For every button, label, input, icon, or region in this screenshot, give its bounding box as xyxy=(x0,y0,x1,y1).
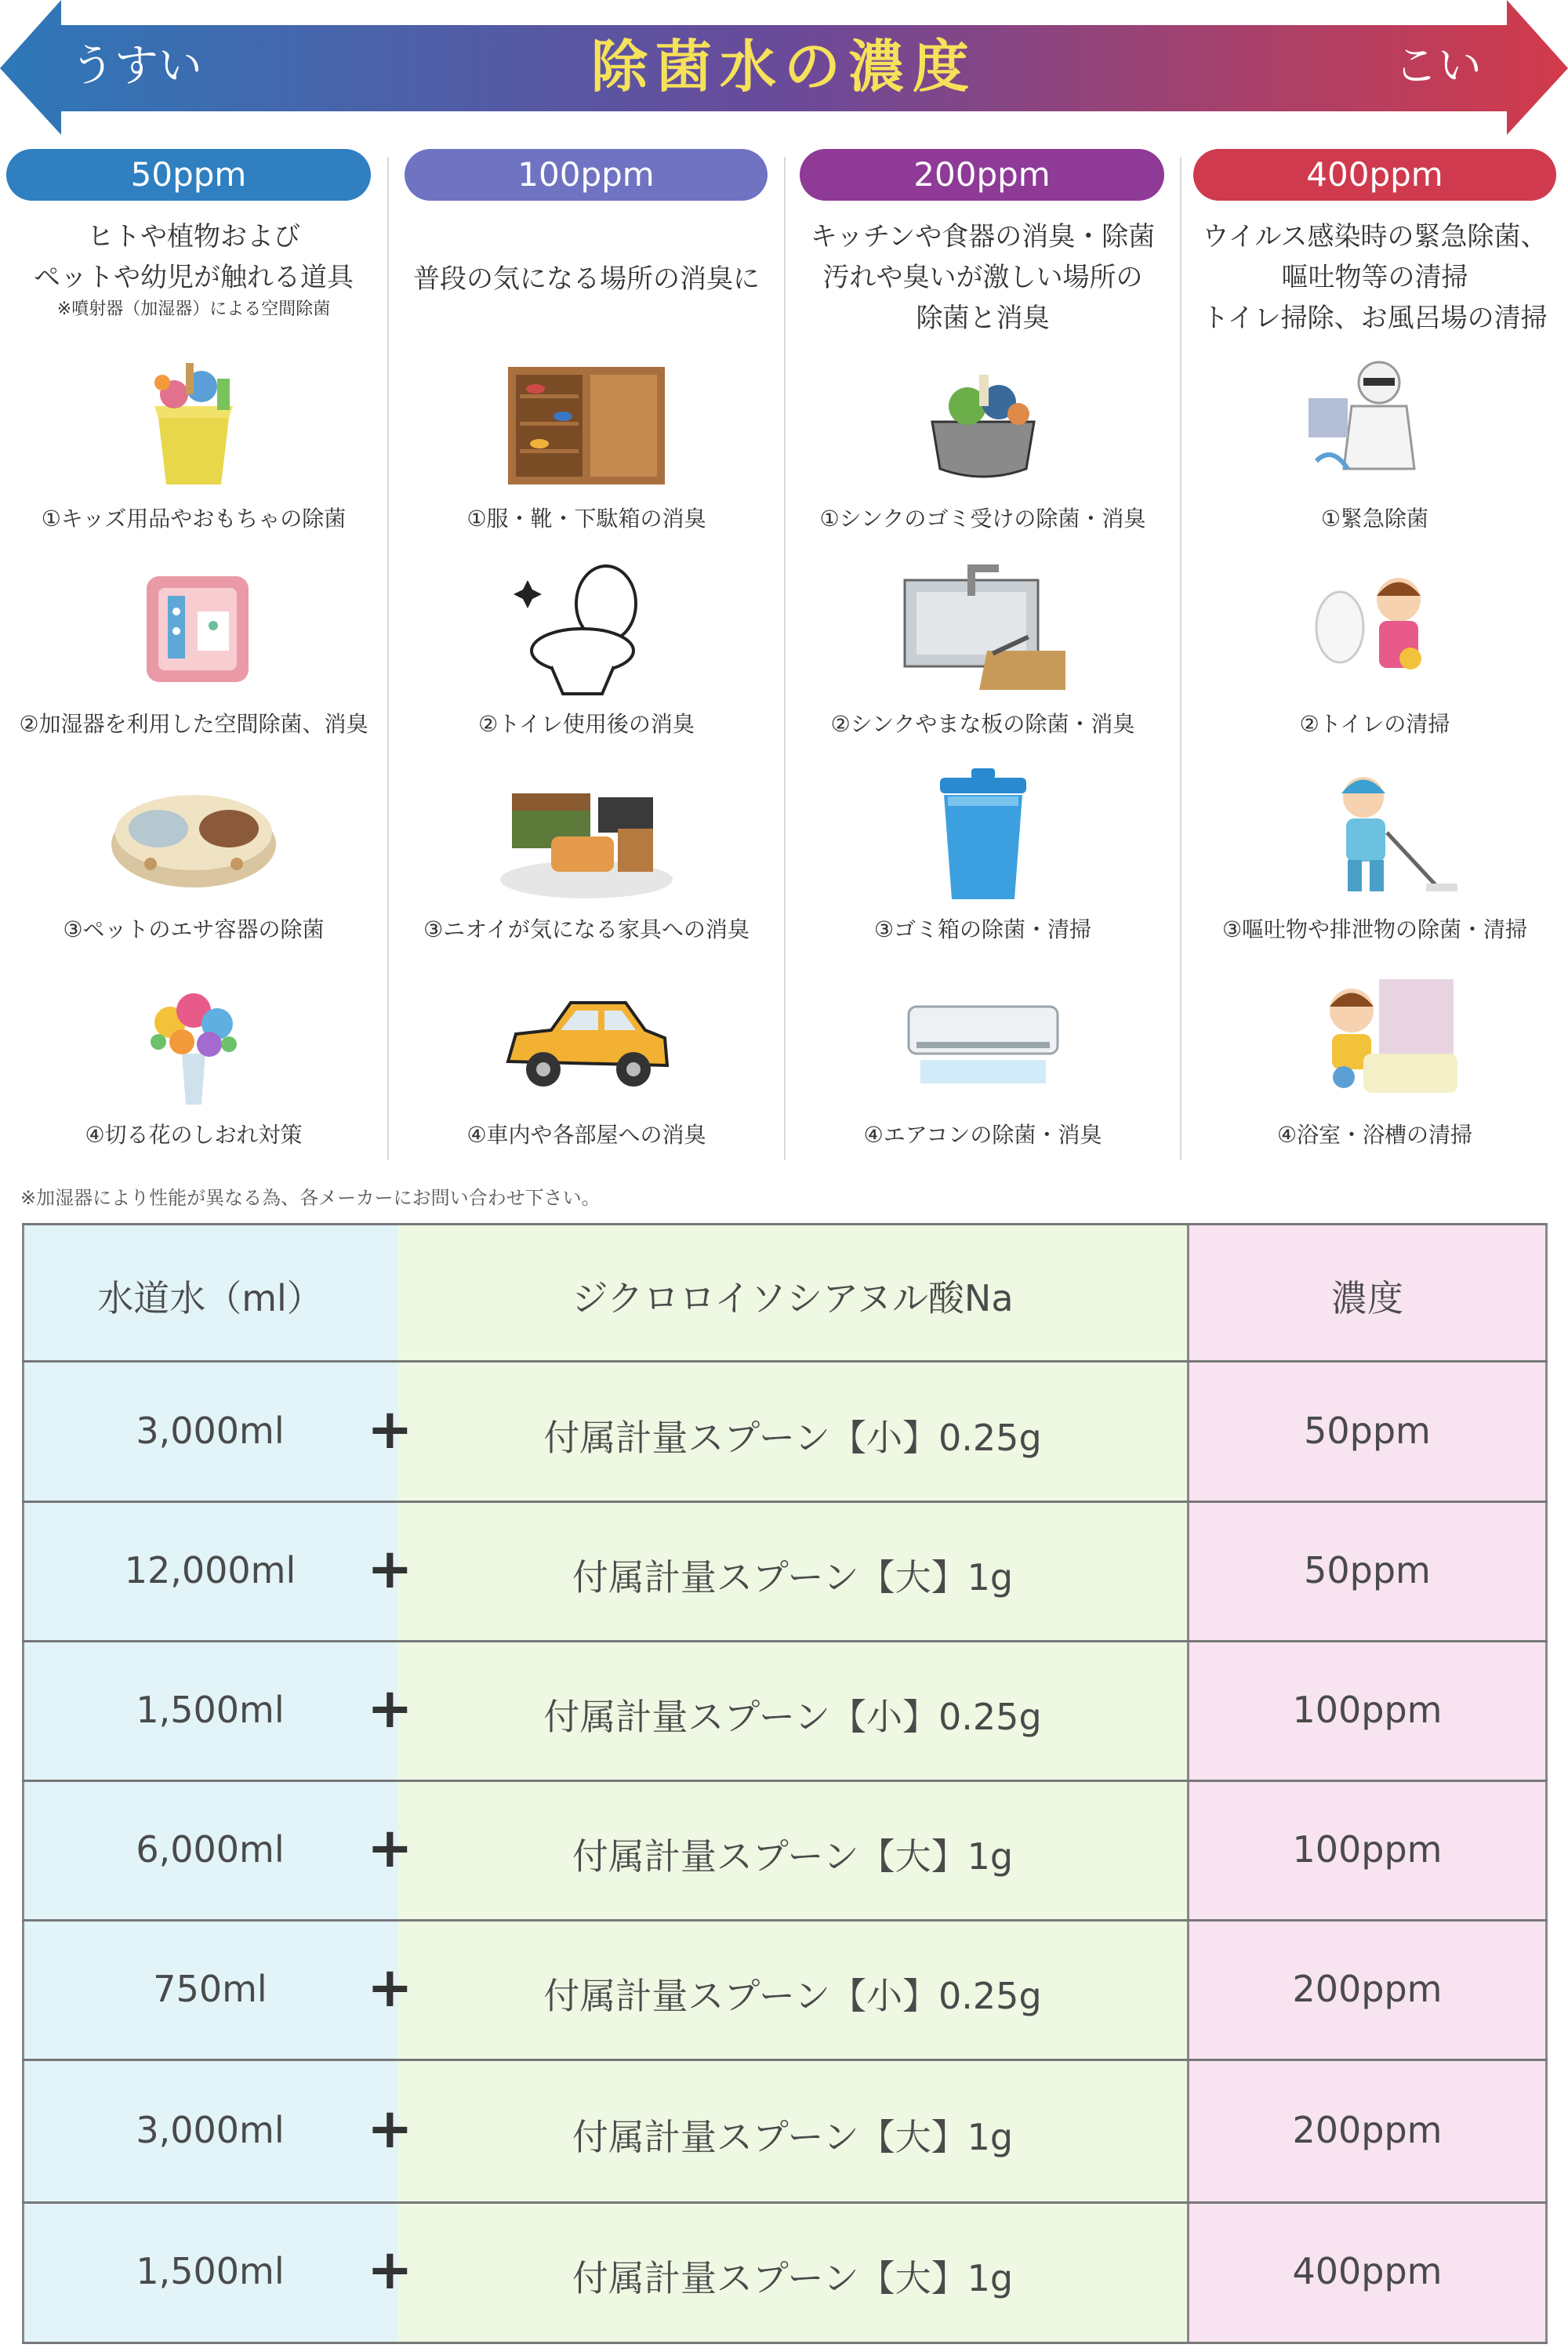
air-conditioner-icon xyxy=(893,967,1073,1109)
furniture-icon xyxy=(496,762,677,903)
toy-box-icon xyxy=(103,351,284,492)
protective-suit-icon xyxy=(1285,351,1465,492)
trash-can-icon xyxy=(893,762,1073,903)
humidifier-icon xyxy=(103,557,284,698)
use-item xyxy=(389,557,784,745)
description-note: ※噴射器（加湿器）による空間除菌 xyxy=(56,299,331,319)
ppm-badge: 50ppm xyxy=(6,149,371,201)
use-item xyxy=(0,762,387,950)
item-caption: ②加湿器を利用した空間除菌、消臭 xyxy=(19,711,368,737)
cell-water: 3,000ml xyxy=(136,1410,285,1452)
item-caption: ②トイレの清掃 xyxy=(1299,711,1450,737)
concentration-column-bg xyxy=(1187,1223,1548,2344)
use-item xyxy=(389,967,784,1156)
row-separator xyxy=(22,2201,1548,2204)
cell-concentration: 200ppm xyxy=(1292,2109,1443,2151)
column-100ppm xyxy=(389,141,784,1168)
use-item xyxy=(786,557,1180,745)
description-line: 嘔吐物等の清掃 xyxy=(1281,262,1468,293)
use-item xyxy=(0,351,387,539)
cell-water: 1,500ml xyxy=(136,2250,285,2292)
item-caption: ③ペットのエサ容器の除菌 xyxy=(63,916,325,942)
column-description xyxy=(786,216,1180,339)
cell-concentration: 400ppm xyxy=(1292,2250,1443,2292)
use-item xyxy=(1181,557,1568,745)
description-line: トイレ掃除、お風呂場の清掃 xyxy=(1202,303,1548,334)
flower-bouquet-icon xyxy=(103,967,284,1109)
item-caption: ④切る花のしおれ対策 xyxy=(85,1122,303,1148)
cell-concentration: 100ppm xyxy=(1292,1828,1443,1871)
concentration-arrow xyxy=(0,0,1568,137)
row-separator xyxy=(22,1223,1548,1225)
row-separator xyxy=(22,1919,1548,1922)
item-caption: ①緊急除菌 xyxy=(1320,506,1429,532)
item-caption: ②シンクやまな板の除菌・消臭 xyxy=(830,711,1135,737)
row-separator xyxy=(22,1640,1548,1642)
row-separator xyxy=(22,1360,1548,1363)
plus-icon: + xyxy=(367,1676,413,1740)
thick-label: こい xyxy=(1394,41,1482,92)
ppm-badge: 100ppm xyxy=(405,149,768,201)
item-caption: ④浴室・浴槽の清掃 xyxy=(1276,1122,1473,1148)
item-caption: ①キッズ用品やおもちゃの除菌 xyxy=(41,506,347,532)
chemical-column-bg xyxy=(398,1223,1187,2344)
cell-chemical: 付属計量スプーン【小】0.25g xyxy=(543,1417,1042,1459)
table-header-concentration: 濃度 xyxy=(1331,1277,1403,1319)
toilet-cleaning-icon xyxy=(1285,557,1465,698)
use-item xyxy=(0,557,387,745)
use-item xyxy=(0,967,387,1156)
plus-icon: + xyxy=(367,1537,413,1601)
footnote: ※加湿器により性能が異なる為、各メーカーにお問い合わせ下さい。 xyxy=(20,1187,601,1209)
plus-icon: + xyxy=(367,1397,413,1461)
item-caption: ①シンクのゴミ受けの除菌・消臭 xyxy=(819,506,1146,532)
item-caption: ①服・靴・下駄箱の消臭 xyxy=(466,506,706,532)
dilution-table xyxy=(22,1223,1548,2344)
column-400ppm xyxy=(1181,141,1568,1168)
cell-chemical: 付属計量スプーン【小】0.25g xyxy=(543,1696,1042,1738)
table-border xyxy=(1545,1223,1548,2344)
car-icon xyxy=(496,967,677,1109)
use-item xyxy=(1181,762,1568,950)
cell-chemical: 付属計量スプーン【小】0.25g xyxy=(543,1975,1042,2017)
item-caption: ③嘔吐物や排泄物の除菌・清掃 xyxy=(1221,916,1528,942)
cell-chemical: 付属計量スプーン【大】1g xyxy=(572,2257,1014,2299)
table-header-water: 水道水（ml） xyxy=(97,1277,323,1319)
bath-cleaning-icon xyxy=(1285,967,1465,1109)
row-separator xyxy=(22,1501,1548,1503)
thin-label: うすい xyxy=(71,41,202,92)
ppm-badge: 200ppm xyxy=(800,149,1164,201)
use-item xyxy=(389,762,784,950)
column-50ppm xyxy=(0,141,387,1168)
cell-concentration: 50ppm xyxy=(1304,1410,1431,1452)
sink-board-icon xyxy=(893,557,1073,698)
description-line: 汚れや臭いが激しい場所の xyxy=(822,262,1143,293)
use-item xyxy=(786,762,1180,950)
description-line: 普段の気になる場所の消臭に xyxy=(413,263,760,295)
cell-concentration: 100ppm xyxy=(1292,1689,1443,1731)
shoe-cabinet-icon xyxy=(496,351,677,492)
item-caption: ③ゴミ箱の除菌・清掃 xyxy=(873,916,1092,942)
description-line: キッチンや食器の消臭・除菌 xyxy=(810,221,1156,252)
cell-chemical: 付属計量スプーン【大】1g xyxy=(572,1835,1014,1878)
cell-chemical: 付属計量スプーン【大】1g xyxy=(572,1556,1014,1599)
column-description xyxy=(0,216,387,321)
description-line: ヒトや植物および xyxy=(87,221,300,252)
row-separator xyxy=(22,1780,1548,1782)
column-description xyxy=(1181,216,1568,339)
table-border xyxy=(22,1223,24,2344)
floor-mop-icon xyxy=(1285,762,1465,903)
plus-icon: + xyxy=(367,2096,413,2161)
row-separator xyxy=(22,2342,1548,2344)
use-item xyxy=(786,967,1180,1156)
column-description xyxy=(389,259,784,299)
column-200ppm xyxy=(786,141,1180,1168)
pet-bowl-icon xyxy=(103,762,284,903)
sink-trap-icon xyxy=(893,351,1073,492)
use-item xyxy=(1181,351,1568,539)
item-caption: ③ニオイが気になる家具への消臭 xyxy=(423,916,750,942)
description-line: 除菌と消臭 xyxy=(916,303,1050,334)
plus-icon: + xyxy=(367,1955,413,2020)
cell-water: 3,000ml xyxy=(136,2109,285,2151)
toilet-icon xyxy=(496,557,677,698)
page-title: 除菌水の濃度 xyxy=(590,34,977,100)
item-caption: ④エアコンの除菌・消臭 xyxy=(863,1122,1102,1148)
cell-water: 1,500ml xyxy=(136,1689,285,1731)
use-item xyxy=(1181,967,1568,1156)
row-separator xyxy=(22,2059,1548,2061)
item-caption: ④車内や各部屋への消臭 xyxy=(466,1122,706,1148)
table-border xyxy=(1187,1223,1189,2344)
water-column-bg xyxy=(22,1223,398,2344)
plus-icon: + xyxy=(367,2237,413,2302)
cell-concentration: 50ppm xyxy=(1304,1549,1431,1591)
use-item xyxy=(786,351,1180,539)
cell-chemical: 付属計量スプーン【大】1g xyxy=(572,2116,1014,2158)
cell-water: 12,000ml xyxy=(124,1549,296,1591)
table-header-chemical: ジクロロイソシアヌル酸Na xyxy=(572,1277,1014,1319)
cell-water: 6,000ml xyxy=(136,1828,285,1871)
description-line: ペットや幼児が触れる道具 xyxy=(34,262,354,293)
cell-concentration: 200ppm xyxy=(1292,1968,1443,2010)
cell-water: 750ml xyxy=(153,1968,267,2010)
item-caption: ②トイレ使用後の消臭 xyxy=(478,711,695,737)
description-line: ウイルス感染時の緊急除菌、 xyxy=(1202,221,1548,252)
use-item xyxy=(389,351,784,539)
plus-icon: + xyxy=(367,1816,413,1880)
ppm-badge: 400ppm xyxy=(1193,149,1556,201)
